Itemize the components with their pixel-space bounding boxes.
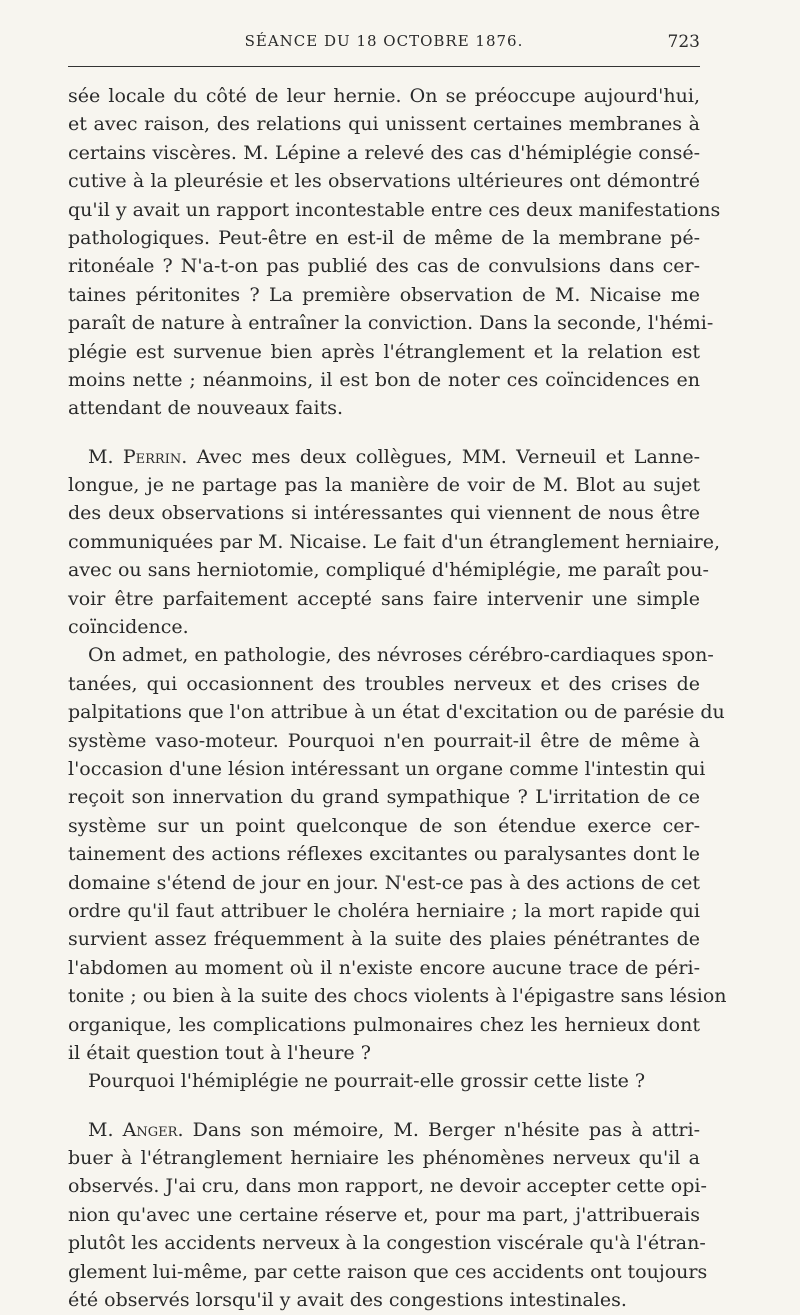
text-line: avec ou sans herniotomie, compliqué d'hémiplégie, me paraît pou- xyxy=(68,559,709,582)
text-line: système vaso-moteur. Pourquoi n'en pourrait-il être de même à xyxy=(68,729,700,752)
text-line: l'abdomen au moment où il n'existe encore aucune trace de péri- xyxy=(68,956,700,979)
paragraph-perrin xyxy=(68,443,721,642)
text-line: paraît de nature à entraîner la conviction. Dans la seconde, l'hémi- xyxy=(68,312,714,335)
text-line: tanées, qui occasionnent des troubles nerveux et des crises de xyxy=(68,672,700,695)
text-line: reçoit son innervation du grand sympathique ? L'irritation de ce xyxy=(68,786,700,809)
text-line: tonite ; ou bien à la suite des chocs violents à l'épigastre sans lésion xyxy=(68,985,727,1008)
text-line: il était question tout à l'heure ? xyxy=(68,1041,371,1064)
paragraph-continuation xyxy=(68,82,721,423)
text-line: domaine s'étend de jour en jour. N'est-ce pas à des actions de cet xyxy=(68,871,700,894)
speaker-text: Avec mes deux collègues, MM. Verneuil et Lanne- xyxy=(187,445,700,468)
running-header xyxy=(68,26,700,66)
text-line: cutive à la pleurésie et les observations ultérieures ont démontré xyxy=(68,170,700,193)
text-line: organique, les complications pulmonaires chez les hernieux dont xyxy=(68,1013,700,1036)
text-line: pathologiques. Peut-être en est-il de même de la membrane pé- xyxy=(68,226,700,249)
text-line: longue, je ne partage pas la manière de voir de M. Blot au sujet xyxy=(68,474,700,497)
text-line: moins nette ; néanmoins, il est bon de noter ces coïncidences en xyxy=(68,368,700,391)
running-title: SÉANCE DU 18 OCTOBRE 1876. xyxy=(244,32,524,50)
text-line: été observés lorsqu'il y avait des congestions intestinales. xyxy=(68,1289,627,1312)
text-line: tainement des actions réflexes excitantes ou paralysantes dont le xyxy=(68,843,700,866)
text-line: des deux observations si intéressantes qui viennent de nous être xyxy=(68,502,700,525)
text-line: l'occasion d'une lésion intéressant un organe comme l'intestin qui xyxy=(68,757,706,780)
text-line: plutôt les accidents nerveux à la congestion viscérale qu'à l'étran- xyxy=(68,1232,706,1255)
text-line: On admet, en pathologie, des névroses cérébro-cardiaques spon- xyxy=(88,644,714,667)
text-line: communiquées par M. Nicaise. Le fait d'un étranglement herniaire, xyxy=(68,530,721,553)
text-line: nion qu'avec une certaine réserve et, pour ma part, j'attribuerais xyxy=(68,1203,700,1226)
text-line: qu'il y avait un rapport incontestable entre ces deux manifestations xyxy=(68,198,721,221)
text-line: certains viscères. M. Lépine a relevé des cas d'hémiplégie consé- xyxy=(68,141,700,164)
text-line: et avec raison, des relations qui unissent certaines membranes à xyxy=(68,113,700,136)
text-line: système sur un point quelconque de son étendue exerce cer- xyxy=(68,814,700,837)
text-line: attendant de nouveaux faits. xyxy=(68,397,343,420)
text-line: palpitations que l'on attribue à un état d'excitation ou de parésie du xyxy=(68,701,725,724)
speaker-text: Dans son mémoire, M. Berger n'hésite pas à attri- xyxy=(183,1118,700,1141)
speaker-name: M. Anger. xyxy=(88,1118,184,1141)
text-line: ritonéale ? N'a-t-on pas publié des cas de convulsions dans cer- xyxy=(68,255,700,278)
text-line: glement lui-même, par cette raison que ces accidents ont toujours xyxy=(68,1260,708,1283)
text-line: buer à l'étranglement herniaire les phénomènes nerveux qu'il a xyxy=(68,1147,700,1170)
text-line: coïncidence. xyxy=(68,616,189,639)
text-line: observés. J'ai cru, dans mon rapport, ne devoir accepter cette opi- xyxy=(68,1175,707,1198)
text-line: survient assez fréquemment à la suite des plaies pénétrantes de xyxy=(68,928,700,951)
page-body xyxy=(68,82,727,1314)
text-line: sée locale du côté de leur hernie. On se préoccupe aujourd'hui, xyxy=(68,85,700,107)
text-line xyxy=(68,443,700,471)
text-line: taines péritonites ? La première observation de M. Nicaise me xyxy=(68,283,700,306)
text-line: ordre qu'il faut attribuer le choléra herniaire ; la mort rapide qui xyxy=(68,899,700,922)
text-line: voir être parfaitement accepté sans faire intervenir une simple xyxy=(68,587,700,610)
paragraph-anger xyxy=(68,1116,708,1315)
paragraph-hemiplegie xyxy=(68,1067,700,1095)
page-number: 723 xyxy=(667,32,700,52)
paragraph-nevroses xyxy=(68,641,727,1067)
text-line xyxy=(68,1116,700,1144)
text-line: plégie est survenue bien après l'étranglement et la relation est xyxy=(68,340,700,363)
text-line: Pourquoi l'hémiplégie ne pourrait-elle grossir cette liste ? xyxy=(88,1070,646,1093)
header-rule xyxy=(68,66,700,67)
speaker-name: M. Perrin. xyxy=(88,445,188,468)
